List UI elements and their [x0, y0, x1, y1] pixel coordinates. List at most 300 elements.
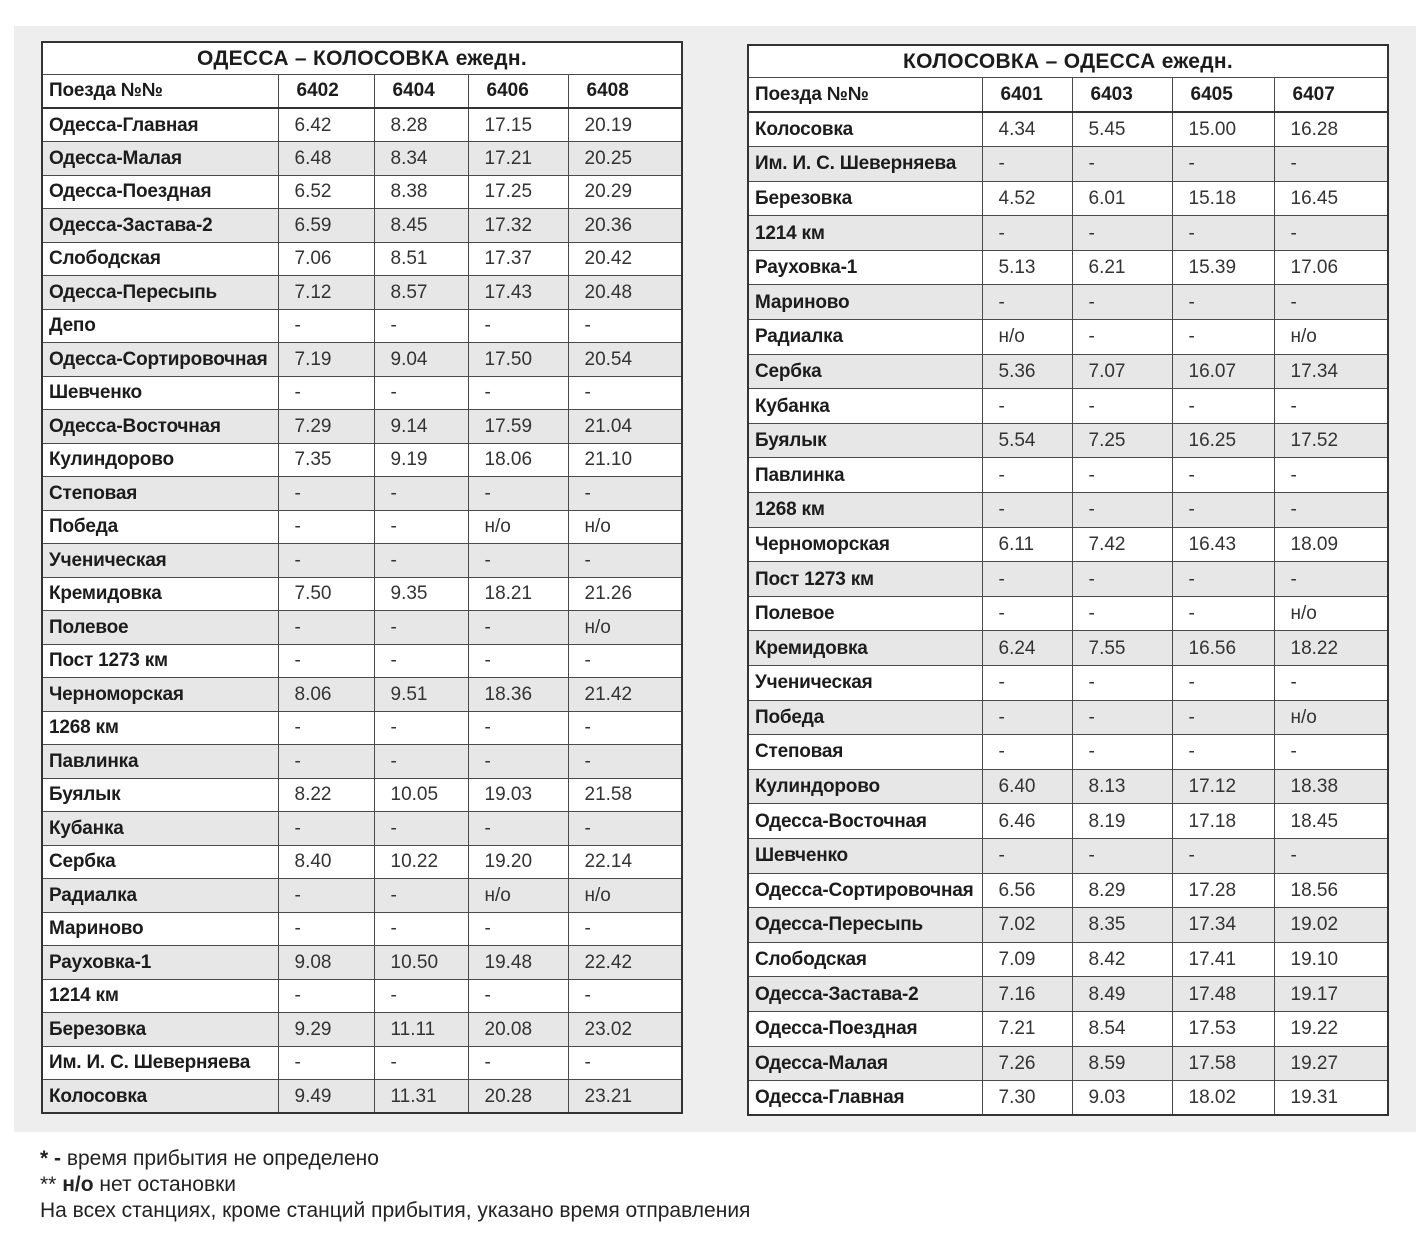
- time-cell: 7.50: [278, 577, 374, 611]
- time-cell: 17.43: [468, 276, 568, 310]
- time-cell: 19.10: [1274, 942, 1388, 977]
- table-row: [748, 873, 1388, 908]
- station-name: Одесса-Поездная: [42, 175, 278, 209]
- time-cell: 9.19: [374, 443, 468, 477]
- table-row: [42, 410, 682, 444]
- table-row: [42, 443, 682, 477]
- time-cell: -: [1172, 285, 1274, 320]
- footnote-undefined: [40, 1146, 750, 1172]
- table-row: [748, 389, 1388, 424]
- table-row: [748, 838, 1388, 873]
- time-cell: -: [1172, 666, 1274, 701]
- time-cell: 20.48: [568, 276, 682, 310]
- time-cell: -: [982, 735, 1072, 770]
- time-cell: 8.42: [1072, 942, 1172, 977]
- table-row: [748, 423, 1388, 458]
- table-row: [42, 376, 682, 410]
- time-cell: -: [568, 644, 682, 678]
- time-cell: 18.21: [468, 577, 568, 611]
- table-row: [748, 631, 1388, 666]
- time-cell: -: [468, 376, 568, 410]
- table-row: [748, 769, 1388, 804]
- table-row: [42, 611, 682, 645]
- station-name: Им. И. С. Шеверняева: [748, 147, 982, 182]
- time-cell: -: [1072, 216, 1172, 251]
- time-cell: 7.12: [278, 276, 374, 310]
- station-name: Шевченко: [748, 838, 982, 873]
- station-name: Одесса-Малая: [748, 1046, 982, 1081]
- time-cell: 9.08: [278, 946, 374, 980]
- time-cell: 18.56: [1274, 873, 1388, 908]
- train-number: 6401: [982, 77, 1072, 112]
- time-cell: -: [982, 700, 1072, 735]
- station-name: Рауховка-1: [748, 250, 982, 285]
- time-cell: -: [1072, 562, 1172, 597]
- time-cell: н/о: [982, 320, 1072, 355]
- table-row: [748, 942, 1388, 977]
- time-cell: -: [468, 979, 568, 1013]
- station-name: Сербка: [748, 354, 982, 389]
- time-cell: 9.14: [374, 410, 468, 444]
- footnote-no-stop: [40, 1172, 750, 1198]
- time-cell: 21.58: [568, 778, 682, 812]
- footnote-text-undefined: время прибытия не определено: [66, 1147, 379, 1170]
- time-cell: 16.43: [1172, 527, 1274, 562]
- time-cell: 5.36: [982, 354, 1072, 389]
- time-cell: н/о: [1274, 320, 1388, 355]
- time-cell: -: [1072, 700, 1172, 735]
- table-row: [42, 544, 682, 578]
- station-name: 1214 км: [748, 216, 982, 251]
- time-cell: 19.20: [468, 845, 568, 879]
- table-row: [42, 778, 682, 812]
- time-cell: 8.57: [374, 276, 468, 310]
- station-name: Одесса-Поездная: [748, 1011, 982, 1046]
- table-row: [42, 343, 682, 377]
- time-cell: 6.40: [982, 769, 1072, 804]
- time-cell: 7.35: [278, 443, 374, 477]
- time-cell: 6.11: [982, 527, 1072, 562]
- station-name: Ученическая: [748, 666, 982, 701]
- time-cell: -: [982, 285, 1072, 320]
- time-cell: -: [1274, 666, 1388, 701]
- time-cell: -: [374, 979, 468, 1013]
- time-cell: 16.07: [1172, 354, 1274, 389]
- time-cell: -: [982, 216, 1072, 251]
- table-row: [748, 1046, 1388, 1081]
- time-cell: 19.48: [468, 946, 568, 980]
- time-cell: 9.04: [374, 343, 468, 377]
- table-row: [748, 527, 1388, 562]
- station-name: Полевое: [748, 596, 982, 631]
- time-cell: -: [374, 376, 468, 410]
- time-cell: 8.34: [374, 142, 468, 176]
- time-cell: 16.28: [1274, 112, 1388, 147]
- time-cell: 21.42: [568, 678, 682, 712]
- time-cell: 8.06: [278, 678, 374, 712]
- time-cell: н/о: [468, 879, 568, 913]
- table-row: [748, 804, 1388, 839]
- time-cell: -: [1274, 147, 1388, 182]
- time-cell: 7.30: [982, 1081, 1072, 1116]
- time-cell: 23.21: [568, 1080, 682, 1114]
- time-cell: 8.38: [374, 175, 468, 209]
- time-cell: 8.54: [1072, 1011, 1172, 1046]
- time-cell: н/о: [1274, 700, 1388, 735]
- time-cell: 19.17: [1274, 977, 1388, 1012]
- time-cell: -: [374, 711, 468, 745]
- time-cell: 22.14: [568, 845, 682, 879]
- time-cell: 22.42: [568, 946, 682, 980]
- station-name: Буялык: [748, 423, 982, 458]
- station-name: Кулиндорово: [748, 769, 982, 804]
- time-cell: -: [1072, 493, 1172, 528]
- time-cell: 8.22: [278, 778, 374, 812]
- time-cell: 6.21: [1072, 250, 1172, 285]
- time-cell: -: [982, 389, 1072, 424]
- time-cell: -: [1172, 147, 1274, 182]
- footnote-prefix: **: [40, 1173, 57, 1196]
- station-name: Одесса-Сортировочная: [42, 343, 278, 377]
- station-name: Кубанка: [42, 812, 278, 846]
- time-cell: -: [1072, 458, 1172, 493]
- time-cell: 7.42: [1072, 527, 1172, 562]
- table-row: [42, 1080, 682, 1114]
- time-cell: 4.52: [982, 181, 1072, 216]
- station-name: 1214 км: [42, 979, 278, 1013]
- time-cell: -: [374, 912, 468, 946]
- time-cell: 17.28: [1172, 873, 1274, 908]
- station-name: Одесса-Пересыпь: [748, 908, 982, 943]
- time-cell: -: [374, 611, 468, 645]
- time-cell: 6.59: [278, 209, 374, 243]
- station-name: Одесса-Застава-2: [748, 977, 982, 1012]
- time-cell: -: [278, 711, 374, 745]
- time-cell: -: [1072, 666, 1172, 701]
- station-name: Рауховка-1: [42, 946, 278, 980]
- header-label: Поезда №№: [42, 74, 278, 108]
- time-cell: -: [1172, 700, 1274, 735]
- time-cell: 17.59: [468, 410, 568, 444]
- time-cell: -: [278, 544, 374, 578]
- table-row: [748, 354, 1388, 389]
- table-row: [748, 666, 1388, 701]
- table-row: [42, 209, 682, 243]
- table-row: [42, 1013, 682, 1047]
- time-cell: -: [468, 644, 568, 678]
- time-cell: -: [1274, 216, 1388, 251]
- time-cell: 17.37: [468, 242, 568, 276]
- time-cell: 7.26: [982, 1046, 1072, 1081]
- time-cell: -: [1172, 458, 1274, 493]
- station-name: Пост 1273 км: [748, 562, 982, 597]
- time-cell: н/о: [568, 879, 682, 913]
- station-name: 1268 км: [748, 493, 982, 528]
- time-cell: 18.36: [468, 678, 568, 712]
- table-title-row: [42, 42, 682, 74]
- table-row: [748, 596, 1388, 631]
- time-cell: -: [568, 544, 682, 578]
- time-cell: -: [1172, 320, 1274, 355]
- station-name: Колосовка: [42, 1080, 278, 1114]
- time-cell: 17.25: [468, 175, 568, 209]
- table-row: [42, 711, 682, 745]
- table-row: [42, 477, 682, 511]
- time-cell: 19.03: [468, 778, 568, 812]
- time-cell: -: [1072, 735, 1172, 770]
- time-cell: -: [1072, 389, 1172, 424]
- time-cell: 9.03: [1072, 1081, 1172, 1116]
- station-name: Мариново: [748, 285, 982, 320]
- table-row: [42, 309, 682, 343]
- station-name: Березовка: [42, 1013, 278, 1047]
- table-title: КОЛОСОВКА – ОДЕССА ежедн.: [748, 45, 1388, 77]
- time-cell: -: [568, 1046, 682, 1080]
- time-cell: 9.51: [374, 678, 468, 712]
- time-cell: 18.02: [1172, 1081, 1274, 1116]
- time-cell: -: [1274, 493, 1388, 528]
- station-name: 1268 км: [42, 711, 278, 745]
- table-row: [42, 845, 682, 879]
- table-row: [748, 1081, 1388, 1116]
- time-cell: -: [568, 711, 682, 745]
- table-title: ОДЕССА – КОЛОСОВКА ежедн.: [42, 42, 682, 74]
- time-cell: -: [468, 711, 568, 745]
- time-cell: 21.04: [568, 410, 682, 444]
- timetable-odessa-kolosovka: [41, 41, 683, 1114]
- table-row: [748, 562, 1388, 597]
- table-row: [42, 510, 682, 544]
- time-cell: -: [1172, 493, 1274, 528]
- time-cell: -: [468, 611, 568, 645]
- time-cell: -: [278, 477, 374, 511]
- time-cell: -: [568, 912, 682, 946]
- time-cell: 8.29: [1072, 873, 1172, 908]
- time-cell: 16.56: [1172, 631, 1274, 666]
- table-row: [42, 1046, 682, 1080]
- table-row: [42, 879, 682, 913]
- table-row: [748, 112, 1388, 147]
- time-cell: 17.32: [468, 209, 568, 243]
- station-name: Одесса-Сортировочная: [748, 873, 982, 908]
- station-name: Сербка: [42, 845, 278, 879]
- time-cell: -: [278, 979, 374, 1013]
- train-number: 6408: [568, 74, 682, 108]
- time-cell: 17.48: [1172, 977, 1274, 1012]
- table-row: [748, 908, 1388, 943]
- station-name: Пост 1273 км: [42, 644, 278, 678]
- train-number: 6403: [1072, 77, 1172, 112]
- table-row: [42, 577, 682, 611]
- time-cell: 16.45: [1274, 181, 1388, 216]
- header-row: [748, 77, 1388, 112]
- table-row: [42, 276, 682, 310]
- station-name: Березовка: [748, 181, 982, 216]
- time-cell: 7.55: [1072, 631, 1172, 666]
- time-cell: 18.22: [1274, 631, 1388, 666]
- time-cell: 7.25: [1072, 423, 1172, 458]
- time-cell: 20.25: [568, 142, 682, 176]
- station-name: Радиалка: [748, 320, 982, 355]
- time-cell: 6.42: [278, 108, 374, 142]
- table-row: [748, 493, 1388, 528]
- time-cell: -: [374, 1046, 468, 1080]
- time-cell: 11.11: [374, 1013, 468, 1047]
- station-name: Шевченко: [42, 376, 278, 410]
- time-cell: -: [982, 493, 1072, 528]
- time-cell: 5.45: [1072, 112, 1172, 147]
- station-name: Одесса-Главная: [42, 108, 278, 142]
- station-name: Одесса-Восточная: [42, 410, 278, 444]
- time-cell: 5.54: [982, 423, 1072, 458]
- time-cell: -: [1072, 596, 1172, 631]
- header-label: Поезда №№: [748, 77, 982, 112]
- time-cell: 8.13: [1072, 769, 1172, 804]
- train-number: 6404: [374, 74, 468, 108]
- time-cell: 8.45: [374, 209, 468, 243]
- time-cell: 6.01: [1072, 181, 1172, 216]
- time-cell: 7.21: [982, 1011, 1072, 1046]
- time-cell: -: [1274, 838, 1388, 873]
- time-cell: 17.12: [1172, 769, 1274, 804]
- time-cell: 15.00: [1172, 112, 1274, 147]
- time-cell: -: [278, 376, 374, 410]
- time-cell: 21.26: [568, 577, 682, 611]
- time-cell: 20.19: [568, 108, 682, 142]
- station-name: Степовая: [42, 477, 278, 511]
- station-name: Радиалка: [42, 879, 278, 913]
- station-name: Одесса-Главная: [748, 1081, 982, 1116]
- station-name: Кремидовка: [748, 631, 982, 666]
- time-cell: -: [374, 644, 468, 678]
- time-cell: -: [374, 745, 468, 779]
- time-cell: 20.54: [568, 343, 682, 377]
- time-cell: 23.02: [568, 1013, 682, 1047]
- header-row: [42, 74, 682, 108]
- time-cell: 17.53: [1172, 1011, 1274, 1046]
- time-cell: 17.58: [1172, 1046, 1274, 1081]
- table-row: [42, 745, 682, 779]
- station-name: Павлинка: [42, 745, 278, 779]
- time-cell: 9.29: [278, 1013, 374, 1047]
- time-cell: -: [982, 458, 1072, 493]
- time-cell: -: [568, 477, 682, 511]
- time-cell: н/о: [468, 510, 568, 544]
- time-cell: 6.46: [982, 804, 1072, 839]
- time-cell: 17.34: [1172, 908, 1274, 943]
- time-cell: 6.56: [982, 873, 1072, 908]
- time-cell: -: [982, 562, 1072, 597]
- station-name: Ученическая: [42, 544, 278, 578]
- time-cell: н/о: [1274, 596, 1388, 631]
- time-cell: 9.35: [374, 577, 468, 611]
- table-row: [748, 700, 1388, 735]
- time-cell: 7.19: [278, 343, 374, 377]
- time-cell: н/о: [568, 510, 682, 544]
- table-row: [748, 458, 1388, 493]
- time-cell: 7.16: [982, 977, 1072, 1012]
- time-cell: 6.24: [982, 631, 1072, 666]
- time-cell: 17.50: [468, 343, 568, 377]
- time-cell: -: [568, 812, 682, 846]
- station-name: Одесса-Восточная: [748, 804, 982, 839]
- time-cell: 8.19: [1072, 804, 1172, 839]
- table-row: [42, 242, 682, 276]
- time-cell: 18.38: [1274, 769, 1388, 804]
- time-cell: 9.49: [278, 1080, 374, 1114]
- station-name: Одесса-Застава-2: [42, 209, 278, 243]
- time-cell: -: [1172, 216, 1274, 251]
- time-cell: -: [468, 745, 568, 779]
- table-row: [42, 644, 682, 678]
- time-cell: 8.59: [1072, 1046, 1172, 1081]
- time-cell: -: [1172, 389, 1274, 424]
- time-cell: 15.39: [1172, 250, 1274, 285]
- time-cell: 6.48: [278, 142, 374, 176]
- time-cell: -: [1172, 562, 1274, 597]
- station-name: Буялык: [42, 778, 278, 812]
- footnote-text-no-stop: нет остановки: [99, 1173, 237, 1196]
- time-cell: -: [374, 510, 468, 544]
- footnote-marker-dash: * -: [40, 1147, 61, 1170]
- table-row: [748, 977, 1388, 1012]
- time-cell: -: [982, 596, 1072, 631]
- time-cell: 4.34: [982, 112, 1072, 147]
- time-cell: 6.52: [278, 175, 374, 209]
- time-cell: -: [468, 1046, 568, 1080]
- time-cell: 11.31: [374, 1080, 468, 1114]
- station-name: Победа: [748, 700, 982, 735]
- time-cell: -: [982, 838, 1072, 873]
- time-cell: -: [468, 812, 568, 846]
- table-row: [748, 285, 1388, 320]
- table-row: [748, 735, 1388, 770]
- time-cell: н/о: [568, 611, 682, 645]
- station-name: Степовая: [748, 735, 982, 770]
- time-cell: 8.35: [1072, 908, 1172, 943]
- table-row: [748, 181, 1388, 216]
- station-name: Кремидовка: [42, 577, 278, 611]
- time-cell: 17.34: [1274, 354, 1388, 389]
- time-cell: 19.22: [1274, 1011, 1388, 1046]
- station-name: Слободская: [42, 242, 278, 276]
- time-cell: -: [1072, 285, 1172, 320]
- time-cell: -: [568, 979, 682, 1013]
- footnote-marker-no-stop: н/о: [62, 1173, 94, 1196]
- table-row: [42, 175, 682, 209]
- time-cell: 20.36: [568, 209, 682, 243]
- station-name: Им. И. С. Шеверняева: [42, 1046, 278, 1080]
- time-cell: -: [1274, 458, 1388, 493]
- time-cell: -: [1072, 838, 1172, 873]
- time-cell: -: [374, 879, 468, 913]
- table-row: [748, 320, 1388, 355]
- time-cell: 16.25: [1172, 423, 1274, 458]
- time-cell: -: [374, 544, 468, 578]
- station-name: Кулиндорово: [42, 443, 278, 477]
- time-cell: 19.02: [1274, 908, 1388, 943]
- table-row: [42, 912, 682, 946]
- time-cell: 8.40: [278, 845, 374, 879]
- time-cell: -: [468, 912, 568, 946]
- time-cell: 17.52: [1274, 423, 1388, 458]
- time-cell: 17.06: [1274, 250, 1388, 285]
- station-name: Черноморская: [748, 527, 982, 562]
- time-cell: 20.29: [568, 175, 682, 209]
- time-cell: -: [982, 666, 1072, 701]
- time-cell: -: [568, 376, 682, 410]
- time-cell: -: [468, 309, 568, 343]
